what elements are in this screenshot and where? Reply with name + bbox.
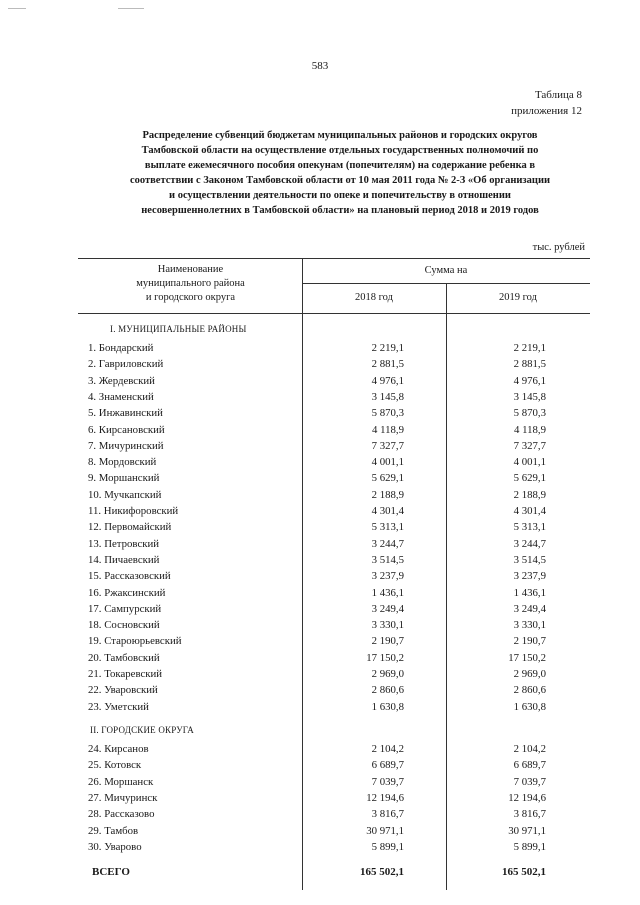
title-line: соответствии с Законом Тамбовской области от 10 мая 2011 года № 2-З «Об организации [129,175,551,186]
row-value-2019: 7 039,7 [513,775,546,788]
row-name: 28. Рассказово [88,808,155,821]
row-value-2018: 2 188,9 [371,488,404,501]
row-value-2019: 2 188,9 [513,488,546,501]
row-value-2019: 2 969,0 [513,668,546,680]
row-value-2018: 2 190,7 [371,635,404,648]
row-name: 6. Кирсановский [88,423,165,436]
row-name: 22. Уваровский [88,684,158,697]
row-value-2019: 17 150,2 [508,651,546,664]
table-row [0,568,640,584]
row-value-2018: 5 629,1 [371,472,404,485]
row-value-2018: 1 630,8 [371,700,404,713]
row-value-2019: 2 881,5 [513,358,546,371]
table-row [0,519,640,535]
row-value-2018: 3 816,7 [371,808,404,821]
table-row [0,741,640,757]
row-name: 29. Тамбов [88,824,139,837]
row-value-2019: 4 001,1 [513,456,546,469]
row-value-2019: 2 104,2 [513,743,546,755]
table-top-border [78,258,590,259]
row-value-2018: 4 118,9 [372,423,404,436]
row-name: 4. Знаменский [88,390,154,403]
row-value-2019: 3 816,7 [513,808,546,821]
table-row [0,682,640,698]
row-value-2019: 5 870,3 [513,407,546,420]
row-value-2018: 6 689,7 [371,759,404,772]
row-value-2019: 5 629,1 [513,472,546,485]
column-header-name-line3: и городского округа [145,292,236,303]
total-row [0,864,640,880]
total-2019: 165 502,1 [502,866,546,878]
column-header-2018: 2018 год [355,292,393,303]
row-value-2018: 3 237,9 [371,570,404,583]
table-row [0,633,640,649]
row-value-2018: 3 330,1 [371,619,404,632]
table-row [0,806,640,822]
row-value-2018: 3 514,5 [371,553,404,566]
row-name: 5. Инжавинский [88,407,163,420]
row-value-2018: 4 001,1 [371,456,404,469]
title-line: несовершеннолетних в Тамбовской области» на плановый период 2018 и 2019 годов [141,205,539,216]
row-name: 15. Рассказовский [88,570,171,583]
row-value-2018: 5 313,1 [371,521,404,534]
page-number: 583 [311,60,329,72]
table-reference-line2: приложения 12 [511,105,582,117]
total-2018: 165 502,1 [360,866,404,878]
title-line: Тамбовской области на осуществление отдельных государственных полномочий по [141,145,539,156]
row-name: 26. Моршанск [88,775,154,788]
table-row [0,405,640,421]
row-name: 30. Уварово [88,840,142,853]
row-name: 23. Уметский [88,700,149,713]
row-value-2018: 5 899,1 [371,840,404,853]
row-name: 16. Ржаксинский [88,586,166,599]
row-value-2018: 2 104,2 [371,743,404,755]
column-header-2019: 2019 год [499,292,537,303]
table-row [0,839,640,855]
row-name: 24. Кирсанов [88,743,149,755]
column-header-sum: Сумма на [424,265,468,276]
row-value-2019: 3 249,4 [513,602,546,615]
row-value-2019: 30 971,1 [508,824,546,837]
units-label: тыс. рублей [532,242,585,253]
row-name: 2. Гавриловский [88,358,164,371]
section-heading-districts: I. МУНИЦИПАЛЬНЫЕ РАЙОНЫ [110,324,247,334]
row-name: 7. Мичуринский [88,439,164,452]
table-row [0,823,640,839]
row-value-2018: 2 860,6 [371,684,404,697]
row-value-2019: 3 330,1 [513,619,546,632]
row-name: 18. Сосновский [88,619,160,632]
row-value-2018: 5 870,3 [371,407,404,420]
row-value-2018: 3 249,4 [371,602,404,615]
title-line: выплате ежемесячного пособия опекунам (попечителям) на содержание ребенка в [144,160,536,171]
row-name: 25. Котовск [88,759,142,772]
table-row [0,536,640,552]
table-row [0,356,640,372]
table-row [0,601,640,617]
row-name: 17. Сампурский [88,602,162,615]
table-reference-line1: Таблица 8 [534,89,582,101]
table-reference [511,87,582,119]
column-header-name-line2: муниципального района [136,278,245,289]
table-row [0,503,640,519]
table-row [0,585,640,601]
row-value-2019: 12 194,6 [508,791,546,804]
row-value-2018: 12 194,6 [366,791,404,804]
row-value-2018: 1 436,1 [371,586,404,599]
row-name: 8. Мордовский [88,456,157,469]
row-value-2018: 2 219,1 [371,342,404,354]
row-name: 27. Мичуринск [88,791,158,804]
row-value-2019: 3 145,8 [513,390,546,403]
row-value-2018: 4 301,4 [371,505,404,517]
header-bottom-border [78,313,590,314]
total-label: ВСЕГО [92,866,130,878]
table-row [0,454,640,470]
row-value-2018: 3 244,7 [371,537,404,550]
row-value-2019: 1 630,8 [513,700,546,713]
row-name: 21. Токаревский [88,668,163,680]
row-name: 19. Староюрьевский [88,635,182,648]
scan-edge-mark [8,8,26,9]
row-name: 20. Тамбовский [88,651,160,664]
table-row [0,373,640,389]
row-value-2018: 3 145,8 [371,390,404,403]
row-value-2018: 17 150,2 [366,651,404,664]
row-value-2019: 3 237,9 [513,570,546,583]
row-value-2018: 30 971,1 [366,824,404,837]
row-value-2019: 2 190,7 [513,635,546,648]
row-value-2019: 2 860,6 [513,684,546,697]
table-row [0,790,640,806]
row-value-2019: 1 436,1 [513,586,546,599]
row-value-2019: 4 301,4 [513,505,546,517]
table-row [0,340,640,356]
table-row [0,487,640,503]
row-name: 1. Бондарский [88,342,154,354]
row-name: 11. Никифоровский [88,505,179,517]
column-header-name [88,263,293,305]
row-value-2019: 4 118,9 [514,423,546,436]
row-name: 10. Мучкапский [88,488,162,501]
table-row [0,774,640,790]
row-value-2018: 7 039,7 [371,775,404,788]
row-value-2019: 5 313,1 [513,521,546,534]
row-value-2019: 7 327,7 [513,439,546,452]
row-name: 13. Петровский [88,537,160,550]
section-heading-cities: II. ГОРОДСКИЕ ОКРУГА [90,725,194,735]
row-value-2018: 2 881,5 [371,358,404,371]
row-name: 9. Моршанский [88,472,160,485]
table-row [0,552,640,568]
scan-edge-mark [118,8,144,9]
row-value-2019: 2 219,1 [513,342,546,354]
row-value-2019: 4 976,1 [513,374,546,387]
row-name: 3. Жердевский [88,374,155,387]
table-row [0,617,640,633]
table-row [0,438,640,454]
title-line: Распределение субвенций бюджетам муниципальных районов и городских округов [142,130,538,141]
table-row [0,699,640,715]
row-value-2018: 4 976,1 [371,374,404,387]
row-value-2019: 3 244,7 [513,537,546,550]
table-row [0,650,640,666]
row-value-2018: 7 327,7 [371,439,404,452]
table-row [0,389,640,405]
table-row [0,422,640,438]
row-value-2019: 3 514,5 [513,553,546,566]
row-name: 14. Пичаевский [88,553,160,566]
table-row [0,470,640,486]
title-line: и осуществлении деятельности по опеке и попечительству в отношении [169,190,511,201]
table-row [0,757,640,773]
row-value-2019: 5 899,1 [513,840,546,853]
document-title [80,128,600,218]
row-value-2019: 6 689,7 [513,759,546,772]
table-row [0,666,640,682]
row-name: 12. Первомайский [88,521,172,534]
row-value-2018: 2 969,0 [371,668,404,680]
column-header-name-line1: Наименование [157,264,224,275]
